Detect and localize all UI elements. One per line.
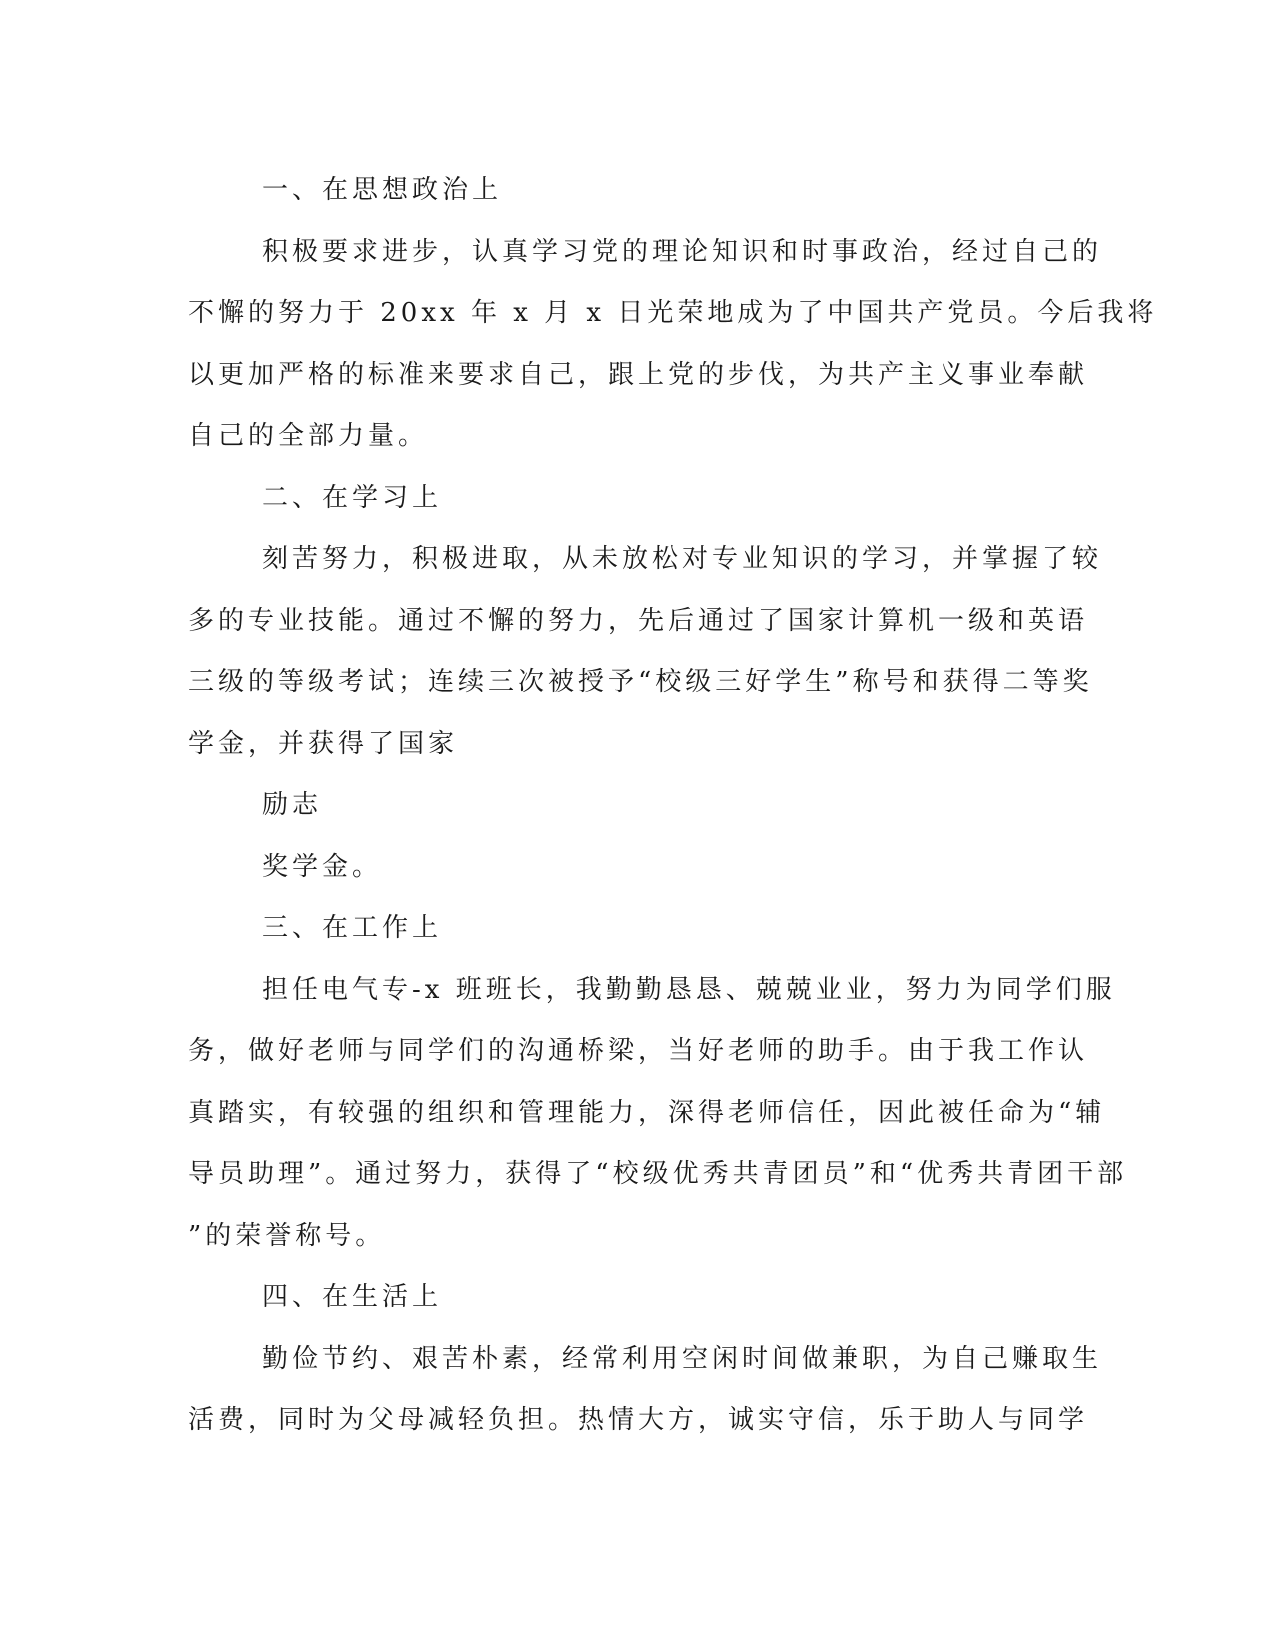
paragraph-line: 活费，同时为父母减轻负担。热情大方，诚实守信，乐于助人与同学 bbox=[188, 1405, 1089, 1435]
section-heading-work: 三、在工作上 bbox=[262, 913, 443, 943]
paragraph-line: 刻苦努力，积极进取，从未放松对专业知识的学习，并掌握了较 bbox=[262, 544, 1103, 574]
paragraph-line: 真踏实，有较强的组织和管理能力，深得老师信任，因此被任命为“辅 bbox=[188, 1097, 1106, 1128]
paragraph-line: 勤俭节约、艰苦朴素，经常利用空闲时间做兼职，为自己赚取生 bbox=[262, 1343, 1103, 1374]
paragraph-line: 奖学金。 bbox=[262, 851, 383, 882]
section-heading-ideology: 一、在思想政治上 bbox=[262, 175, 503, 205]
section-heading-study: 二、在学习上 bbox=[262, 482, 443, 513]
paragraph-line: 不懈的努力于 20xx 年 x 月 x 日光荣地成为了中国共产党员。今后我将 bbox=[188, 298, 1158, 328]
paragraph-line: 担任电气专-x 班班长，我勤勤恳恳、兢兢业业，努力为同学们服 bbox=[262, 974, 1116, 1005]
paragraph-line: 自己的全部力量。 bbox=[188, 421, 429, 451]
document-body bbox=[188, 160, 1158, 1452]
paragraph-line: 学金，并获得了国家 bbox=[188, 728, 459, 759]
paragraph-line: 以更加严格的标准来要求自己，跟上党的步伐，为共产主义事业奉献 bbox=[188, 359, 1089, 390]
paragraph-line: 励志 bbox=[262, 790, 323, 820]
paragraph-line: 导员助理”。通过努力，获得了“校级优秀共青团员”和“优秀共青团干部 bbox=[188, 1159, 1128, 1189]
paragraph-line: 三级的等级考试；连续三次被授予“校级三好学生”称号和获得二等奖 bbox=[188, 667, 1093, 697]
paragraph-line: 务，做好老师与同学们的沟通桥梁，当好老师的助手。由于我工作认 bbox=[188, 1036, 1089, 1066]
section-heading-life: 四、在生活上 bbox=[262, 1282, 443, 1312]
paragraph-line: ”的荣誉称号。 bbox=[188, 1220, 386, 1251]
paragraph-line: 多的专业技能。通过不懈的努力，先后通过了国家计算机一级和英语 bbox=[188, 605, 1089, 636]
paragraph-line: 积极要求进步，认真学习党的理论知识和时事政治，经过自己的 bbox=[262, 236, 1103, 267]
